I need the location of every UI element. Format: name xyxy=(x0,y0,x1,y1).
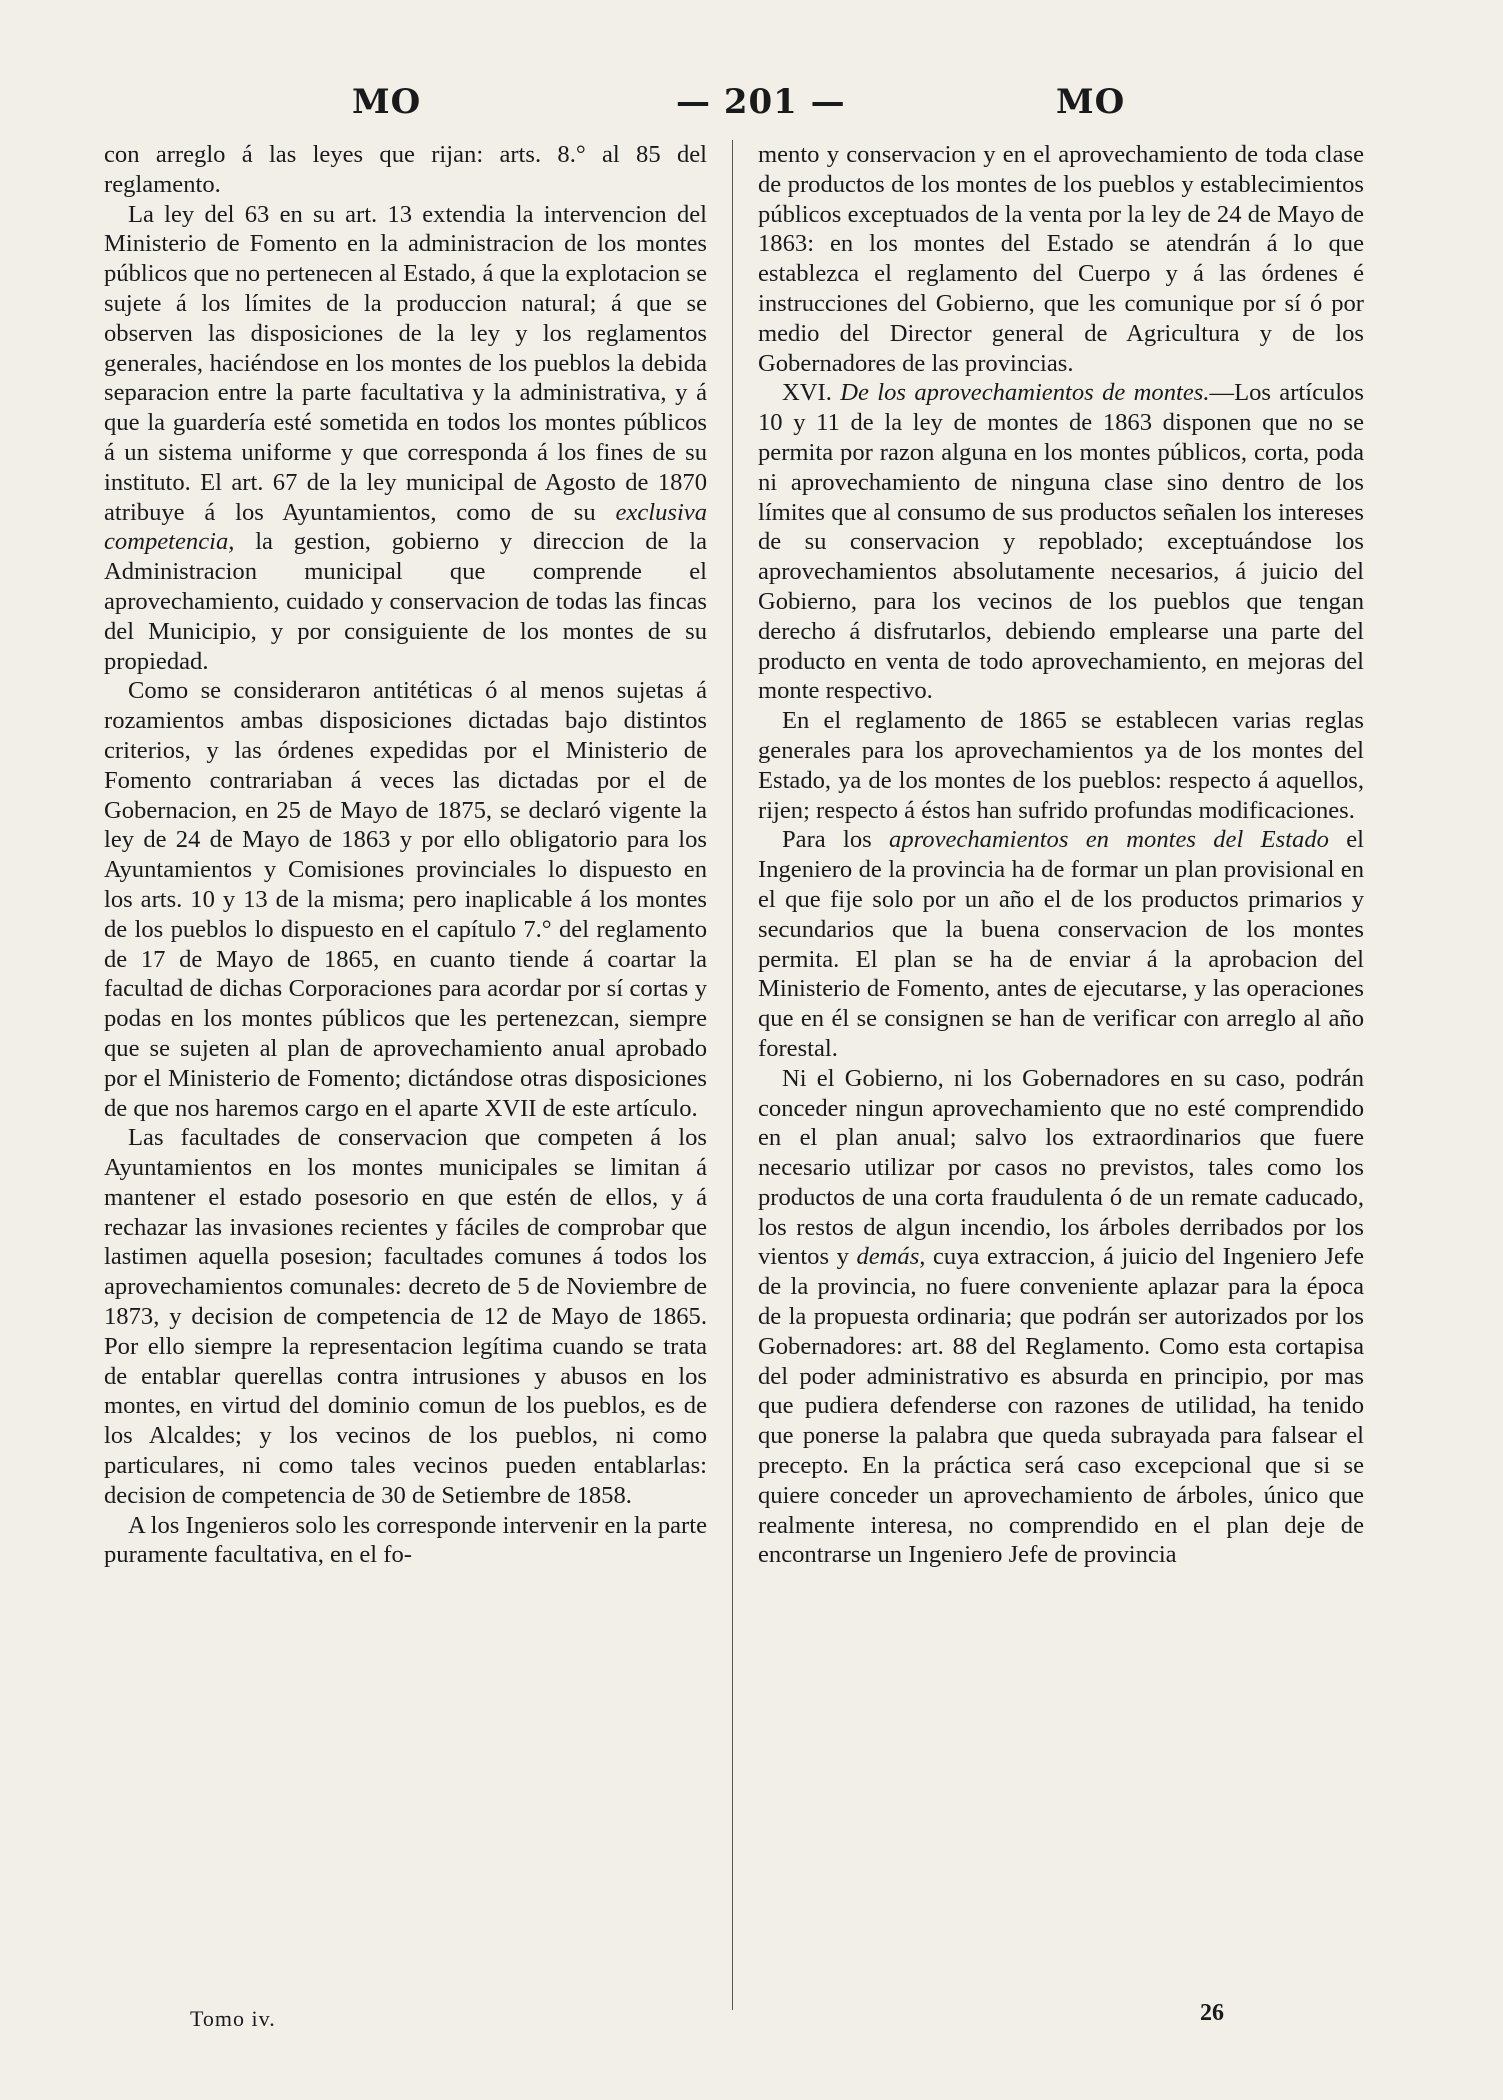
paragraph: Las facultades de conservacion que competen á los Ayuntamientos en los montes municipales se limitan á mantener el estado posesorio en que estén de ellos, y á rechazar las invasiones recientes y fáciles de comprobar que lastimen aquella posesion; facultades comunes á todos los aprovechamientos comunales: decreto de 5 de Noviembre de 1873, y decision de competencia de 12 de Mayo de 1865. Por ello siempre la representacion legítima cuando se trata de entablar querellas contra intrusiones y abusos en los montes, en virtud del dominio comun de los pueblos, es de los Alcaldes; y los vecinos de los pueblos, ni como particulares, ni como tales vecinos pueden entablarlas: decision de competencia de 30 de Setiembre de 1858. xyxy=(104,1124,707,1509)
italic-phrase: demás, xyxy=(856,1243,926,1271)
paragraph-text: —Los artículos 10 y 11 de la ley de montes de 1863 disponen que no se permita por razon alguna en los montes públicos, corta, poda ni aprovechamiento de ninguna clase sino dentro de los límites que al consumo de sus productos señalen los intereses de su conservacion y repoblado; exceptuándose los aprovechamientos absolutamente necesarios, á juicio del Gobierno, para los vecinos de los pueblos que tengan derecho á disfrutarlos, debiendo emplearse una parte del producto en venta de todo aprovechamiento, en mejoras del monte respectivo. xyxy=(758,379,1364,705)
paragraph: Como se consideraron antitéticas ó al menos sujetas á rozamientos ambas disposiciones dictadas bajo distintos criterios, y las órdenes expedidas por el Ministerio de Fomento contrariaban á veces las dictadas por el de Gobernacion, en 25 de Mayo de 1875, se declaró vigente la ley de 24 de Mayo de 1863 y por ello obligatorio para los Ayuntamientos y Comisiones provinciales lo dispuesto en los arts. 10 y 13 de la misma; pero inaplicable á los montes de los pueblos lo dispuesto en el capítulo 7.° del reglamento de 17 de Mayo de 1865, en cuanto tiende á coartar la facultad de dichas Corporaciones para acordar por sí cortas y podas en los montes públicos que les pertenezcan, siempre que se sujeten al plan de aprovechamiento anual aprobado por el Ministerio de Fomento; dictándose otras disposiciones de que nos haremos cargo en el aparte XVII de este artículo. xyxy=(104,677,707,1122)
italic-phrase: exclusiva competencia, xyxy=(104,498,707,556)
paragraph-text: Para los xyxy=(782,826,872,854)
page-number: — 201 — xyxy=(676,82,846,122)
header-left-term: MO xyxy=(352,82,422,122)
right-column xyxy=(758,140,1364,1570)
volume-label: Tomo iv. xyxy=(190,2006,276,2031)
running-header xyxy=(0,82,1503,126)
column-divider xyxy=(732,140,733,2010)
paragraph: En el reglamento de 1865 se establecen varias reglas generales para los aprovechamientos ya de los montes del Estado, ya de los montes de los pueblos: respecto á aquellos, rijen; respecto á éstos han sufrido profundas modificaciones. xyxy=(758,707,1364,824)
paragraph: A los Ingenieros solo les corresponde intervenir en la parte puramente facultativa, en el fo- xyxy=(104,1511,707,1569)
italic-phrase: aprovechamientos en montes del Estado xyxy=(889,826,1329,854)
paragraph: mento y conservacion y en el aprovechamiento de toda clase de productos de los montes de los pueblos y establecimientos públicos exceptuados de la venta por la ley de 24 de Mayo de 1863: en los montes del Estado se atendrán á lo que establezca el reglamento del Cuerpo y á las órdenes é instrucciones del Gobierno, que les comunique por sí ó por medio del Director general de Agricultura y de los Gobernadores de las provincias. xyxy=(758,141,1364,377)
section-title: De los aprovechamientos de montes. xyxy=(840,379,1210,407)
left-column xyxy=(104,140,707,1570)
paragraph xyxy=(758,1064,1364,1571)
paragraph xyxy=(104,200,707,677)
paragraph-text: la gestion, gobierno y direccion de la Administracion municipal que comprende el aprovechamiento, cuidado y conservacion de todas las fincas del Municipio, y por consiguiente de los montes de su propiedad. xyxy=(104,528,707,675)
signature-mark: 26 xyxy=(1200,2000,1224,2026)
paragraph xyxy=(758,825,1364,1063)
paragraph: con arreglo á las leyes que rijan: arts. 8.° al 85 del reglamento. xyxy=(104,141,707,198)
paragraph-text: Ni el Gobierno, ni los Gobernadores en su caso, podrán conceder ningun aprovechamiento que no esté comprendido en el plan anual; salvo los extraordinarios que fuere necesario utilizar por casos no previstos, tales como los productos de una corta fraudulenta ó de un remate caducado, los restos de algun incendio, los árboles derribados por los vientos y xyxy=(758,1064,1364,1271)
paragraph-text: La ley del 63 en su art. 13 extendia la intervencion del Ministerio de Fomento en la administracion de los montes públicos que no pertenecen al Estado, á que la explotacion se sujete á los límites de la produccion natural; á que se observen las disposiciones de la ley y los reglamentos generales, haciéndose en los montes de los pueblos la debida separacion entre la parte facultativa y la administrativa, y á que la guardería esté sometida en todos los montes públicos á un sistema uniforme y que corresponda á los fines de su instituto. El art. 67 de la ley municipal de Agosto de 1870 atribuye á los Ayuntamientos, como de su xyxy=(104,200,707,526)
paragraph xyxy=(758,378,1364,706)
paragraph-text: el Ingeniero de la provincia ha de formar un plan provisional en el que fije solo por un año el de los productos primarios y secundarios que la buena conservacion de los montes permita. El plan se ha de enviar á la aprobacion del Ministerio de Fomento, antes de ejecutarse, y las operaciones que en él se consignen se han de verificar con arreglo al año forestal. xyxy=(758,826,1364,1062)
paragraph-text: cuya extraccion, á juicio del Ingeniero Jefe de la provincia, no fuere conveniente aplazar para la época de la propuesta ordinaria; que podrán ser autorizados por los Gobernadores: art. 88 del Reglamento. Como esta cortapisa del poder administrativo es absurda en principio, por mas que pudiera defenderse con razones de utilidad, ha tenido que ponerse la palabra que queda subrayada para falsear el precepto. En la práctica será caso excepcional que si se quiere conceder un aprovechamiento de árboles, único que realmente interesa, no comprendido en el plan deje de encontrarse un Ingeniero Jefe de provincia xyxy=(758,1243,1364,1569)
section-number: XVI. xyxy=(782,379,832,407)
header-right-term: MO xyxy=(1056,82,1126,122)
